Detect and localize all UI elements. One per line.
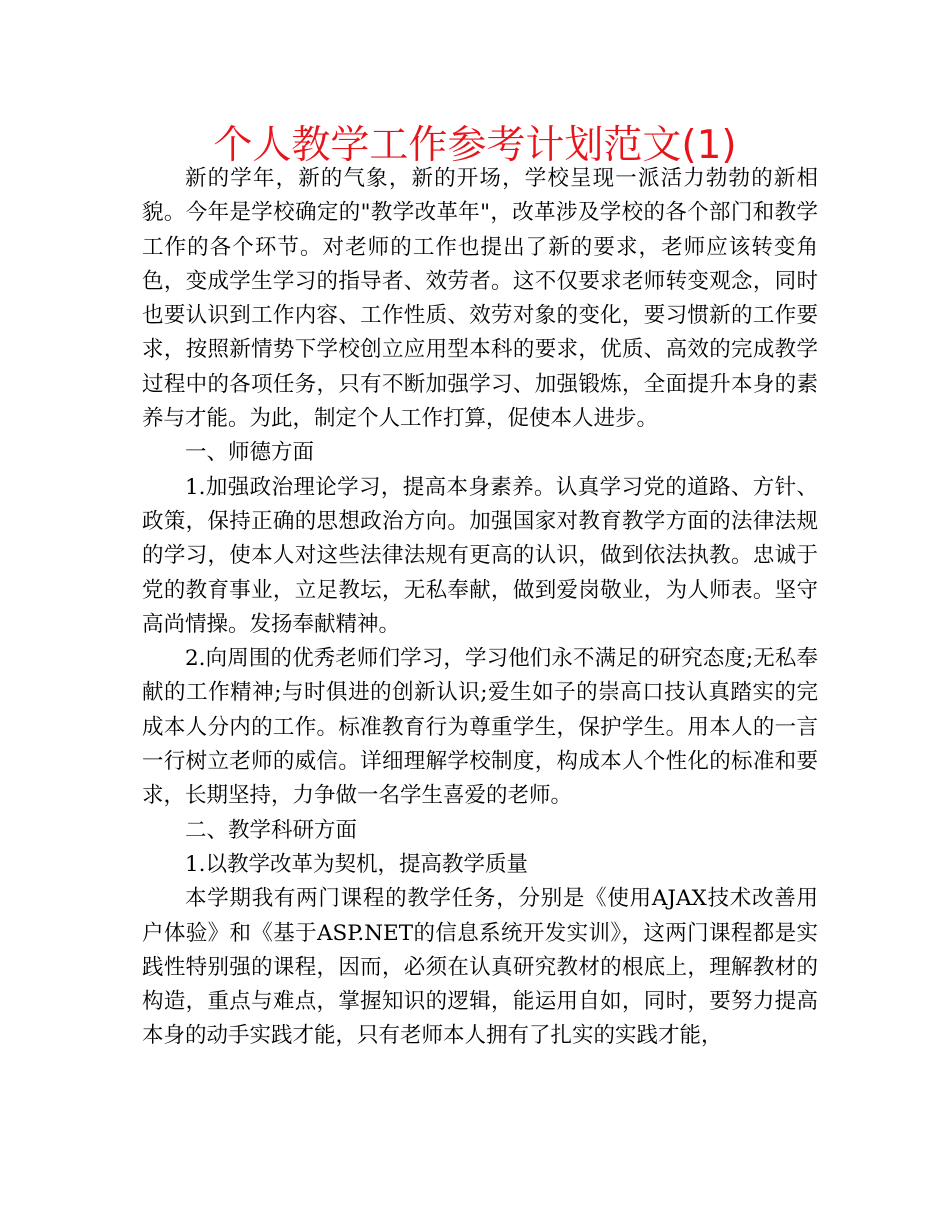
section-heading-ethics: 一、师德方面 (185, 440, 315, 466)
intro-paragraph: 新的学年，新的气象，新的开场，学校呈现一派活力勃勃的新相貌。今年是学校确定的"教学改革年"，改革涉及学校的各个部门和教学工作的各个环节。对老师的工作也提出了新的要求，老师应该转变角色，变成学生学习的指导者、效劳者。这不仅要求老师转变观念，同时也要认识到工作内容、工作性质、效劳对象的变化，要习惯新的工作要求，按照新情势下学校创立应用型本科的要求，优质、高效的完成教学过程中的各项任务，只有不断加强学习、加强锻炼，全面提升本身的素养与才能。为此，制定个人工作打算，促使本人进步。 (142, 166, 818, 432)
document-title: 个人教学工作参考计划范文(1) (213, 123, 737, 168)
ethics-item-1: 1.加强政治理论学习，提高本身素养。认真学习党的道路、方针、政策，保持正确的思想政治方向。加强国家对教育教学方面的法律法规的学习，使本人对这些法律法规有更高的认识，做到依法执教。忠诚于党的教育事业，立足教坛，无私奉献，做到爱岗敬业，为人师表。坚守高尚情操。发扬奉献精神。 (142, 474, 818, 637)
section-heading-teaching: 二、教学科研方面 (185, 817, 358, 843)
teaching-paragraph: 本学期我有两门课程的教学任务，分别是《使用AJAX技术改善用户体验》和《基于ASP.NET的信息系统开发实训》，这两门课程都是实践性特别强的课程，因而，必须在认真研究教材的根底上，理解教材的构造，重点与难点，掌握知识的逻辑，能运用自如，同时，要努力提高本身的动手实践才能，只有老师本人拥有了扎实的实践才能， (142, 886, 818, 1049)
ethics-item-2: 2.向周围的优秀老师们学习，学习他们永不满足的研究态度;无私奉献的工作精神;与时俱进的创新认识;爱生如子的崇高口技认真踏实的完成本人分内的工作。标准教育行为尊重学生，保护学生。用本人的一言一行树立老师的威信。详细理解学校制度，构成本人个性化的标准和要求，长期坚持，力争做一名学生喜爱的老师。 (142, 646, 818, 809)
teaching-subheading-1: 1.以教学改革为契机，提高教学质量 (185, 851, 529, 877)
document-body (142, 162, 818, 1054)
